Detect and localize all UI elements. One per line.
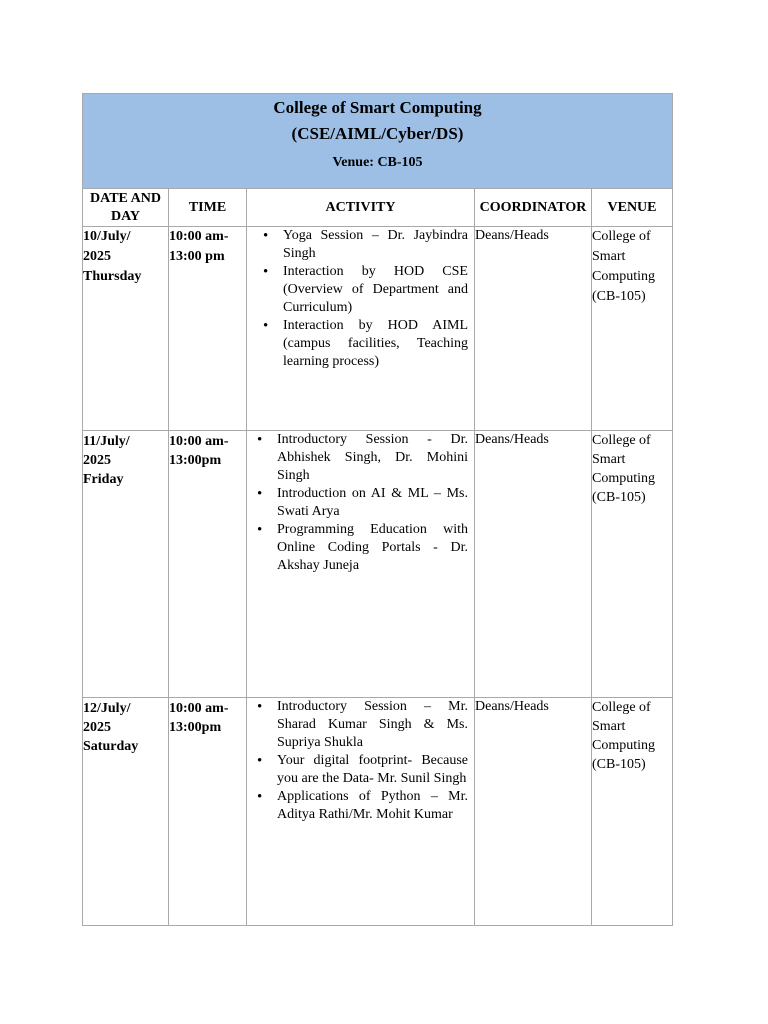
year-text: 2025 [83, 453, 111, 468]
list-item: • Introductory Session - Dr. Abhishek Singh, Dr. Mohini Singh [277, 431, 468, 485]
venue-cell [592, 227, 673, 431]
table-row [83, 431, 673, 698]
coordinator-cell: Deans/Heads [475, 698, 592, 926]
list-item: • Programming Education with Online Coding Portals - Dr. Akshay Juneja [277, 521, 468, 575]
list-item: • Applications of Python – Mr. Aditya Rathi/Mr. Mohit Kumar [277, 788, 468, 824]
venue-line: Computing [592, 269, 656, 284]
day-text: Thursday [83, 269, 142, 284]
list-item: • Interaction by HOD AIML (campus facilities, Teaching learning process) [283, 317, 468, 371]
venue-line: Smart [592, 719, 626, 734]
venue-line: (CB-105) [592, 490, 646, 505]
time-cell [169, 698, 247, 926]
time-start: 10:00 am- [169, 229, 229, 244]
coordinator-cell: Deans/Heads [475, 227, 592, 431]
time-cell [169, 227, 247, 431]
list-item: • Yoga Session – Dr. Jaybindra Singh [283, 227, 468, 263]
date-cell [83, 431, 169, 698]
list-item: • Interaction by HOD CSE (Overview of Department and Curriculum) [283, 263, 468, 317]
venue-line: College of [592, 433, 651, 448]
time-end: 13:00 pm [169, 249, 225, 264]
activity-list [247, 227, 474, 371]
table-row [83, 698, 673, 926]
table-row [83, 227, 673, 431]
time-end: 13:00pm [169, 453, 222, 468]
venue-line: Smart [592, 452, 626, 467]
header-venue: Venue: CB-105 [332, 155, 423, 170]
year-text: 2025 [83, 720, 111, 735]
col-coordinator: COORDINATOR [475, 189, 592, 227]
date-cell [83, 698, 169, 926]
time-start: 10:00 am- [169, 701, 229, 716]
venue-line: Computing [592, 738, 656, 753]
year-text: 2025 [83, 249, 111, 264]
date-text: 12/July/ [83, 701, 131, 716]
column-headers [83, 189, 673, 227]
venue-line: Smart [592, 249, 626, 264]
date-text: 11/July/ [83, 434, 130, 449]
list-item: • Your digital footprint- Because you are the Data- Mr. Sunil Singh [277, 752, 468, 788]
venue-cell [592, 698, 673, 926]
col-time: TIME [169, 189, 247, 227]
day-text: Saturday [83, 739, 139, 754]
table-header-row [83, 94, 673, 189]
activity-list [247, 431, 474, 575]
venue-line: (CB-105) [592, 757, 646, 772]
activity-cell [247, 698, 475, 926]
time-end: 13:00pm [169, 720, 222, 735]
col-date-day: DATE AND DAY [83, 189, 169, 227]
departments: (CSE/AIML/Cyber/DS) [291, 124, 464, 143]
list-item: • Introduction on AI & ML – Ms. Swati Arya [277, 485, 468, 521]
col-venue: VENUE [592, 189, 673, 227]
date-text: 10/July/ [83, 229, 131, 244]
venue-line: (CB-105) [592, 289, 646, 304]
time-cell [169, 431, 247, 698]
institution-name: College of Smart Computing [273, 98, 482, 117]
venue-cell [592, 431, 673, 698]
activity-cell [247, 227, 475, 431]
list-item: • Introductory Session – Mr. Sharad Kumar Singh & Ms. Supriya Shukla [277, 698, 468, 752]
activity-cell [247, 431, 475, 698]
date-cell [83, 227, 169, 431]
col-activity: ACTIVITY [247, 189, 475, 227]
venue-line: Computing [592, 471, 656, 486]
schedule-table [82, 93, 673, 926]
venue-line: College of [592, 700, 651, 715]
activity-list [247, 698, 474, 824]
day-text: Friday [83, 472, 124, 487]
schedule-header [83, 94, 673, 189]
venue-line: College of [592, 229, 651, 244]
time-start: 10:00 am- [169, 434, 229, 449]
coordinator-cell: Deans/Heads [475, 431, 592, 698]
